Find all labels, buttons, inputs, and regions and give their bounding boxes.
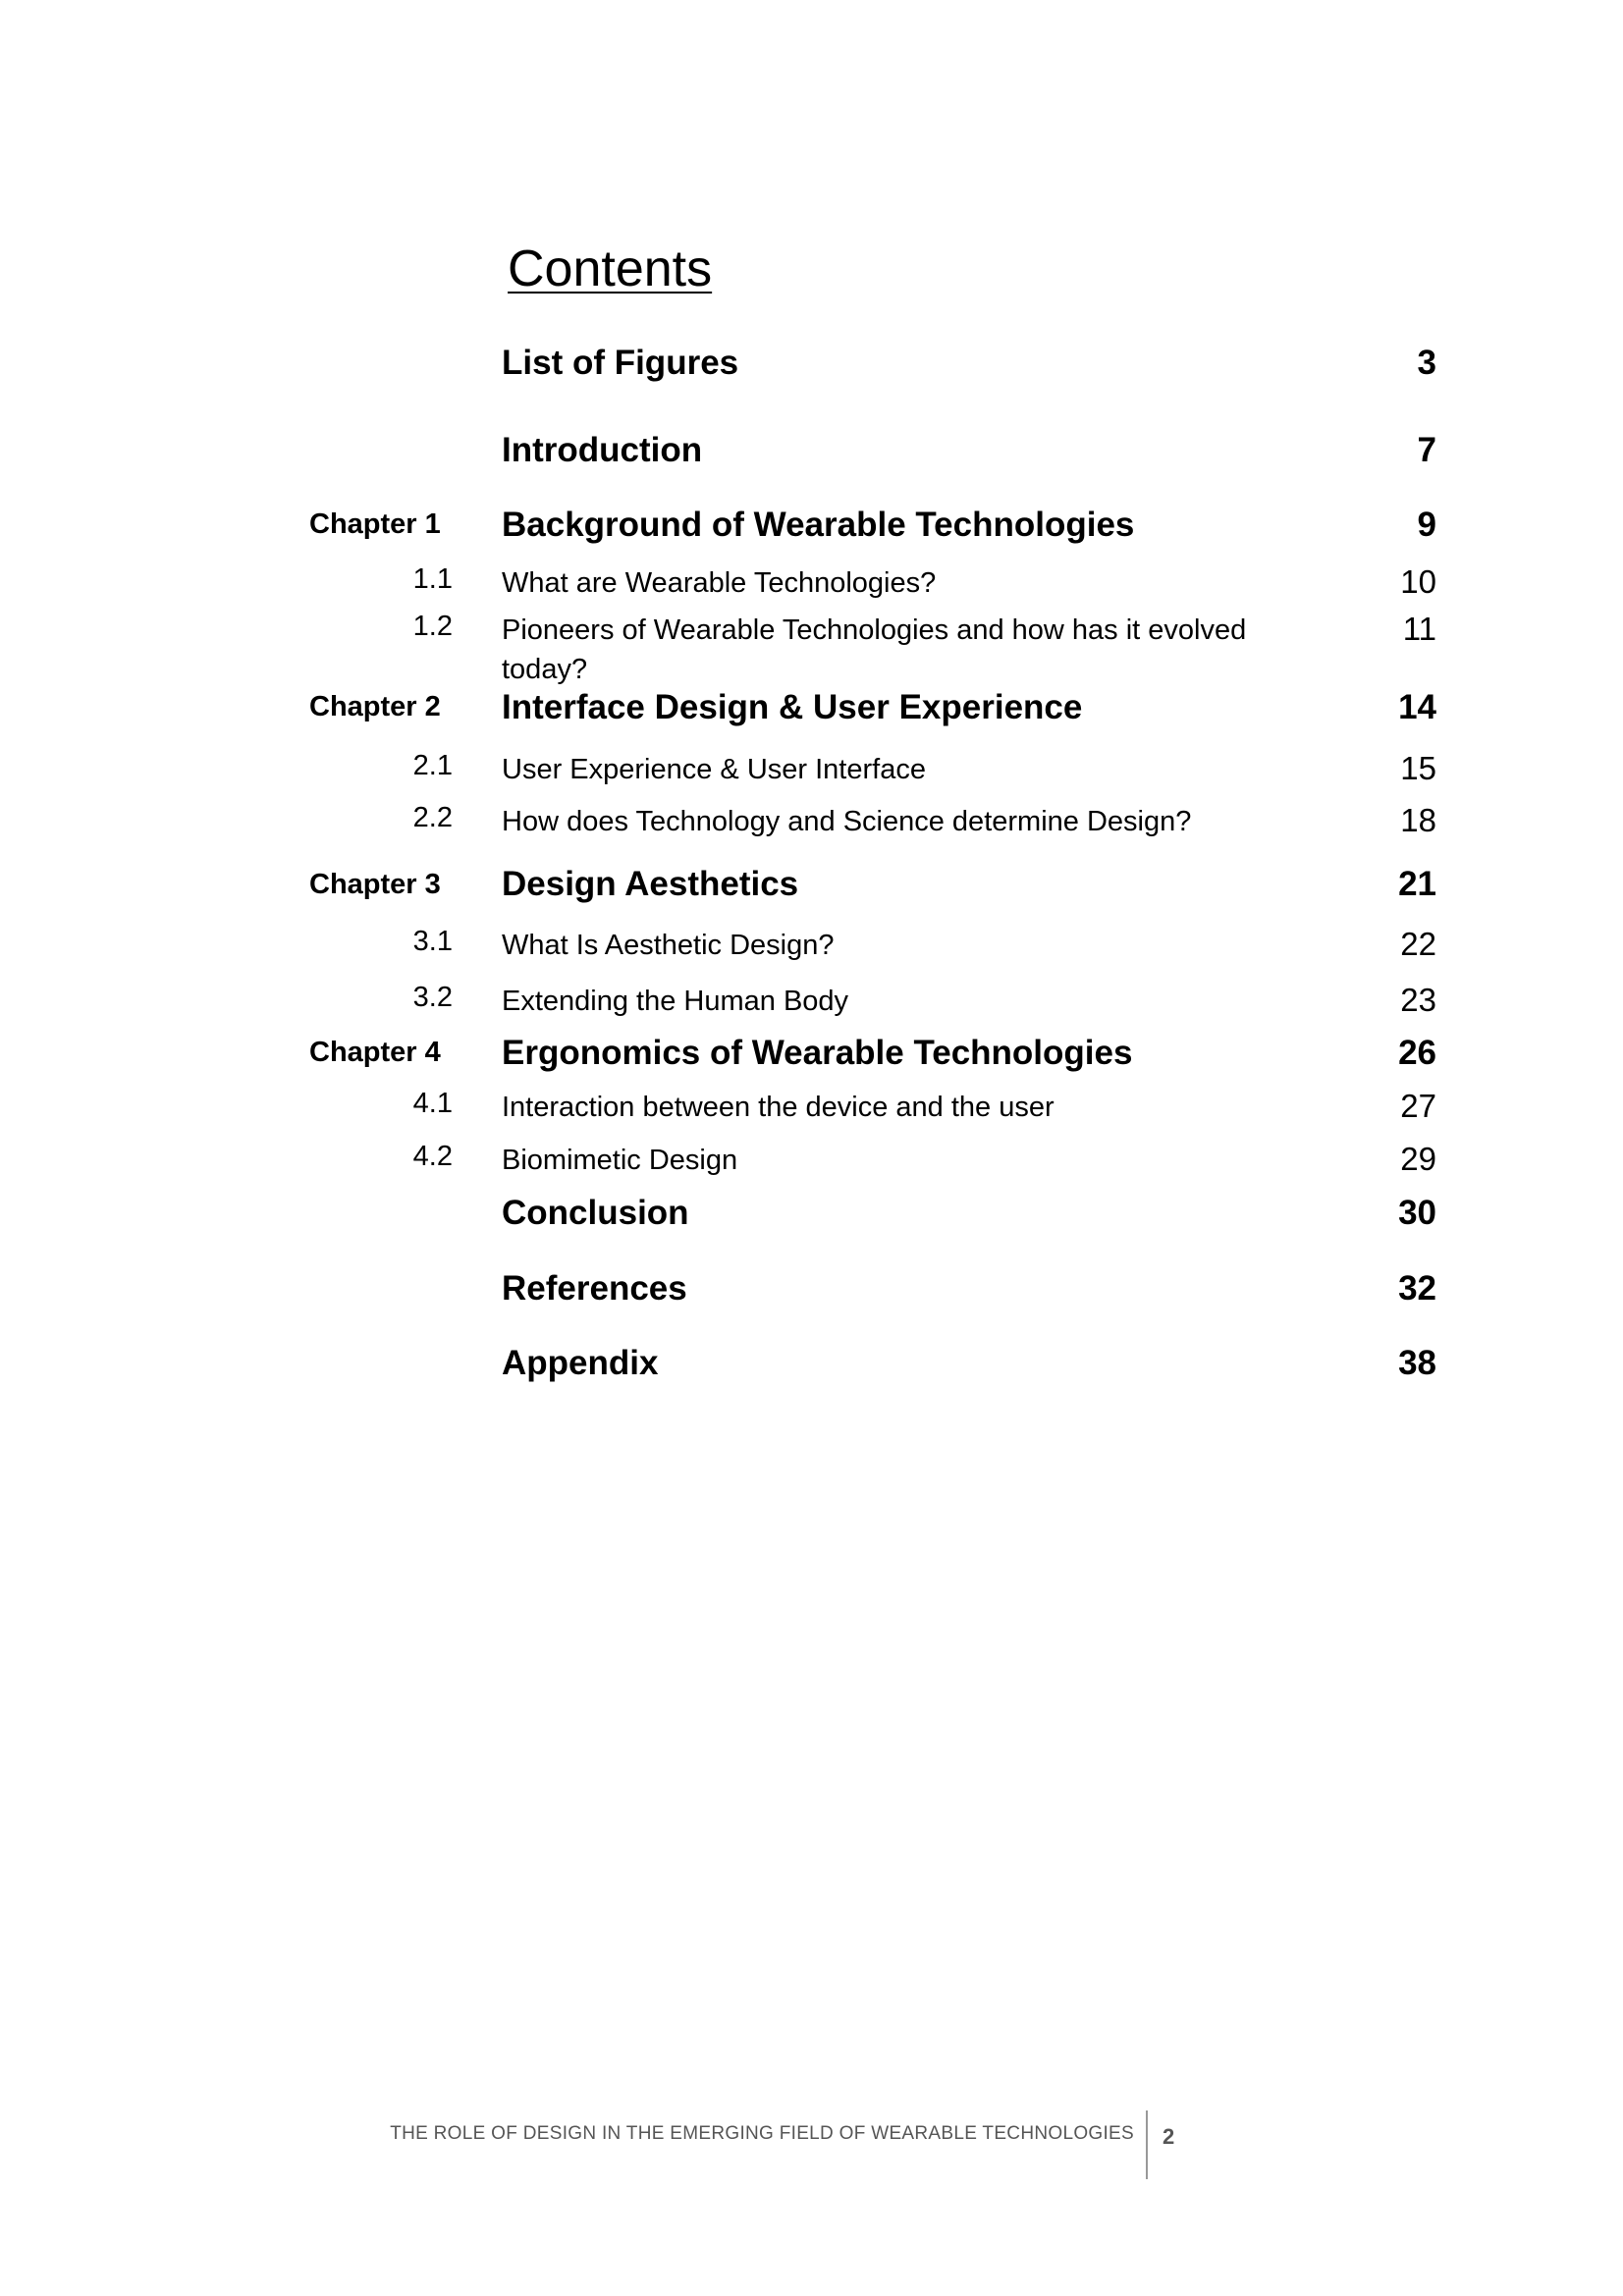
section-number: 3.2 [412, 982, 453, 1013]
toc-entry-title: List of Figures [502, 344, 739, 382]
section-number: 2.1 [412, 750, 453, 781]
toc-entry-title: References [502, 1269, 687, 1308]
toc-entry-page: 7 [1417, 431, 1436, 469]
toc-entry-page: 29 [1400, 1141, 1436, 1177]
toc-entry-title: Interface Design & User Experience [502, 688, 1083, 726]
section-number: 3.1 [412, 926, 453, 957]
toc-entry-title: Design Aesthetics [502, 865, 799, 903]
footer-page-number: 2 [1163, 2124, 1175, 2149]
toc-entry-page: 23 [1400, 982, 1436, 1018]
toc-entry-page: 11 [1402, 611, 1436, 647]
toc-entry-title: Biomimetic Design [502, 1145, 738, 1176]
section-number: 4.1 [412, 1088, 453, 1119]
toc-entry-title: What Is Aesthetic Design? [502, 930, 835, 961]
footer-title: THE ROLE OF DESIGN IN THE EMERGING FIELD OF WEARABLE TECHNOLOGIES [390, 2123, 1134, 2144]
toc-entry-page: 30 [1398, 1194, 1436, 1232]
chapter-label: Chapter 3 [309, 869, 441, 900]
toc-entry-page: 3 [1417, 344, 1436, 382]
section-number: 1.2 [412, 611, 453, 642]
section-number: 1.1 [412, 563, 453, 595]
toc-entry-title: Ergonomics of Wearable Technologies [502, 1034, 1133, 1072]
toc-entry-title: Conclusion [502, 1194, 689, 1232]
toc-entry-title: What are Wearable Technologies? [502, 567, 937, 599]
toc-entry-page: 15 [1400, 750, 1436, 786]
toc-entry-title: User Experience & User Interface [502, 754, 926, 785]
toc-entry-title: Extending the Human Body [502, 986, 849, 1017]
chapter-label: Chapter 4 [309, 1037, 441, 1068]
footer-divider [1146, 2110, 1148, 2179]
chapter-label: Chapter 1 [309, 508, 441, 540]
toc-entry-title: Pioneers of Wearable Technologies and how has it evolved today? [502, 614, 1247, 685]
toc-entry-title: Interaction between the device and the user [502, 1092, 1055, 1123]
toc-entry-title: Background of Wearable Technologies [502, 506, 1135, 544]
toc-entry-page: 26 [1398, 1034, 1436, 1072]
toc-entry-page: 18 [1400, 802, 1436, 838]
toc-entry-page: 38 [1398, 1344, 1436, 1382]
section-number: 4.2 [412, 1141, 453, 1172]
toc-entry-page: 27 [1400, 1088, 1436, 1124]
toc-entry-page: 10 [1400, 563, 1436, 600]
chapter-label: Chapter 2 [309, 691, 441, 722]
toc-entry-title: Introduction [502, 431, 703, 469]
toc-entry-page: 32 [1398, 1269, 1436, 1308]
toc-entry-page: 9 [1417, 506, 1436, 544]
toc-entry-page: 14 [1398, 688, 1436, 726]
toc-entry-page: 22 [1400, 926, 1436, 962]
toc-entry-title: How does Technology and Science determine Design? [502, 806, 1192, 837]
toc-entry-title: Appendix [502, 1344, 659, 1382]
section-number: 2.2 [412, 802, 453, 833]
toc-entry-page: 21 [1398, 865, 1436, 903]
page-title: Contents [508, 240, 713, 297]
